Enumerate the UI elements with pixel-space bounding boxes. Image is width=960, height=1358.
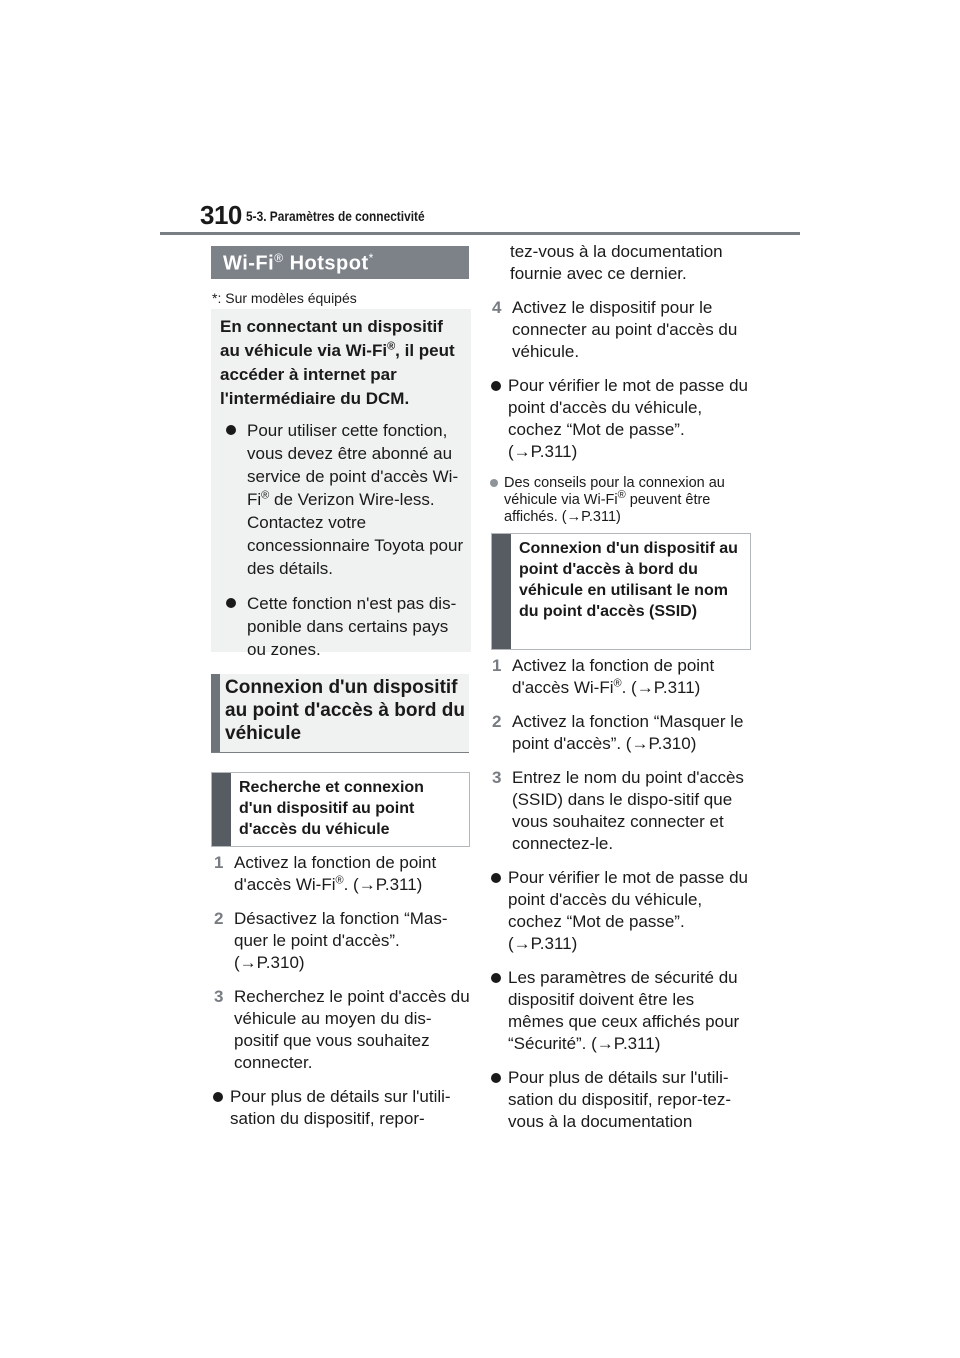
subheading-bar (212, 773, 231, 846)
footnote: *: Sur modèles équipés (212, 290, 357, 306)
bullet-item: Pour plus de détails sur l'utili-sation du dispositif, repor-tez-vous à la documentation (490, 1067, 752, 1133)
section-label: 5-3. Paramètres de connectivité (246, 208, 425, 224)
section-heading (211, 674, 469, 753)
bullet-dot-icon (213, 1092, 223, 1102)
section-heading-bar (211, 674, 220, 752)
page-title: Wi-Fi® Hotspot* (223, 251, 374, 275)
page-title-bar (211, 246, 469, 279)
page-number: 310 (200, 200, 242, 230)
bullet-dot-icon (491, 873, 501, 883)
col2-steps (490, 655, 752, 1145)
bullet-item: Pour vérifier le mot de passe du point d'accès du véhicule, cochez “Mot de passe”. (→P.311) (490, 867, 752, 955)
intro-box (211, 309, 471, 659)
col2-top (490, 241, 752, 538)
continuation-text: tez-vous à la documentation fournie avec ce dernier. (510, 242, 723, 283)
subheading-bar (492, 534, 511, 649)
step-item: 3 Recherchez le point d'accès du véhicule au moyen du dis-positif que vous souhaitez connecter. (214, 987, 470, 1072)
hint-item: Des conseils pour la connexion au véhicule via Wi-Fi® peuvent être affichés. (→P.311) (490, 475, 752, 526)
step-item: 1 Activez la fonction de point d'accès Wi-Fi®. (→P.311) (214, 853, 437, 894)
subheading-text: Connexion d'un dispositif au point d'accès à bord du véhicule en utilisant le nom du point d'accès (SSID) (519, 540, 738, 620)
step-item: 2 Activez la fonction “Masquer le point d'accès”. (→P.310) (492, 712, 744, 753)
step-item: 1 Activez la fonction de point d'accès Wi-Fi®. (→P.311) (492, 656, 715, 697)
bullet-dot-icon (491, 381, 501, 391)
bullet-dot-icon (491, 973, 501, 983)
section-heading-text: Connexion d'un dispositif au point d'accès à bord du véhicule (225, 677, 465, 744)
intro-bullet: Cette fonction n'est pas dis-ponible dans certains pays ou zones. (220, 592, 464, 661)
subheading-text: Recherche et connexion d'un dispositif au point d'accès du véhicule (239, 779, 424, 838)
intro-text: En connectant un dispositif au véhicule via Wi-Fi®, il peut accéder à internet par l'intermédiaire du DCM. (220, 317, 455, 408)
intro-bullets (220, 419, 464, 673)
bullet-item: Pour plus de détails sur l'utili-sation du dispositif, repor- (212, 1086, 470, 1130)
hint-dot-icon (490, 479, 498, 487)
col1-steps (212, 852, 470, 1142)
bullet-dot-icon (226, 425, 236, 435)
bullet-dot-icon (226, 598, 236, 608)
bullet-item: Les paramètres de sécurité du dispositif doivent être les mêmes que ceux affichés pour “Sécurité”. (→P.311) (490, 967, 752, 1055)
subheading-box-ssid (491, 533, 751, 650)
header-rule (160, 232, 800, 235)
bullet-item: Pour vérifier le mot de passe du point d'accès du véhicule, cochez “Mot de passe”. (→P.311) (490, 375, 752, 463)
step-item: 3 Entrez le nom du point d'accès (SSID) dans le dispo-sitif que vous souhaitez connecter et connectez-le. (492, 768, 744, 853)
step-item: 2 Désactivez la fonction “Mas-quer le point d'accès”. (→P.310) (214, 909, 448, 972)
bullet-dot-icon (491, 1073, 501, 1083)
subheading-box-search (211, 772, 470, 847)
step-item: 4 Activez le dispositif pour le connecter au point d'accès du véhicule. (492, 298, 738, 361)
col2-top-list (490, 297, 752, 526)
intro-bullet: Pour utiliser cette fonction, vous devez être abonné au service de point d'accès Wi-Fi® de Verizon Wire-less. Contactez votre concessionnaire Toyota pour des détails. (220, 419, 464, 580)
